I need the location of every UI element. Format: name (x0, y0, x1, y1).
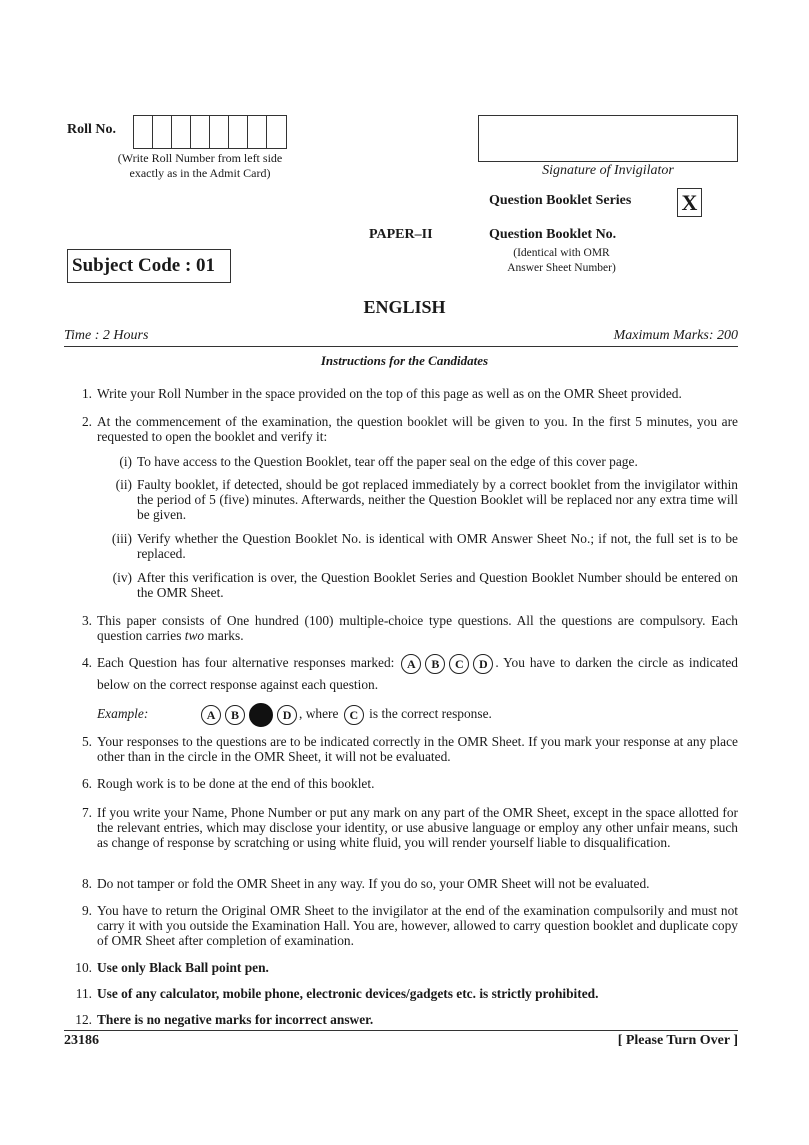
example-bubble-d: D (277, 705, 297, 725)
item-number: 7. (81, 805, 92, 820)
instruction-item (64, 613, 738, 643)
booklet-number-note (489, 246, 634, 276)
sub-item-text: To have access to the Question Booklet, tear off the paper seal on the edge of this cover page. (137, 454, 638, 469)
booklet-series-value: X (677, 188, 702, 217)
instruction-item (64, 986, 738, 1001)
booklet-series-label: Question Booklet Series (489, 193, 632, 208)
item-text: Your responses to the questions are to be indicated correctly in the OMR Sheet. If you mark your response at any place other than in the circle in the OMR Sheet, it will not be evaluated. (97, 734, 738, 764)
item-text-part: marks. (204, 628, 244, 643)
roll-number-cell[interactable] (134, 116, 153, 148)
option-bubble-b: B (425, 654, 445, 674)
roll-number-cell[interactable] (229, 116, 248, 148)
sub-item-number: (i) (119, 454, 132, 469)
roll-number-cell[interactable] (172, 116, 191, 148)
time-label: Time : 2 Hours (64, 328, 149, 343)
instruction-item (64, 876, 738, 891)
booklet-note-line-2: Answer Sheet Number) (507, 262, 616, 274)
example-bubble-filled (249, 703, 273, 727)
option-bubble-c: C (449, 654, 469, 674)
sub-instruction-item (98, 454, 738, 469)
roll-number-cell[interactable] (191, 116, 210, 148)
item-number: 8. (81, 876, 92, 891)
roll-number-note (100, 151, 300, 181)
roll-number-cell[interactable] (153, 116, 172, 148)
item-text: Use only Black Ball point pen. (97, 960, 269, 975)
option-bubble-a: A (401, 654, 421, 674)
booklet-note-line-1: (Identical with OMR (513, 247, 610, 259)
divider (64, 1030, 738, 1031)
roll-number-label: Roll No. (67, 122, 116, 137)
sub-item-number: (ii) (115, 477, 132, 492)
divider (64, 346, 738, 347)
example-where: , where (299, 706, 339, 721)
invigilator-signature-label: Signature of Invigilator (542, 163, 674, 178)
instructions-heading: Instructions for the Candidates (320, 353, 489, 368)
item-number: 5. (81, 734, 92, 749)
paper-label: PAPER–II (369, 227, 433, 242)
sub-item-number: (iv) (112, 570, 132, 585)
booklet-number-label: Question Booklet No. (489, 227, 617, 242)
item-number: 6. (81, 776, 92, 791)
item-text (97, 652, 738, 696)
sub-instruction-item (98, 570, 738, 600)
item-text-part: This paper consists of One hundred (100) multiple-choice type questions. All the questions are compulsory. Each question carries (97, 613, 738, 643)
item-text: At the commencement of the examination, the question booklet will be given to you. In the first 5 minutes, you are requested to open the booklet and verify it: (97, 414, 738, 444)
roll-number-cell[interactable] (267, 116, 286, 148)
instruction-item (64, 805, 738, 850)
item-text: Write your Roll Number in the space provided on the top of this page as well as on the OMR Sheet provided. (97, 386, 682, 401)
sub-instruction-item (98, 531, 738, 561)
item-number: 3. (81, 613, 92, 628)
example-bubble-a: A (201, 705, 221, 725)
item-text-part: Each Question has four alternative responses marked: (97, 655, 395, 670)
option-bubble-d: D (473, 654, 493, 674)
roll-number-boxes[interactable] (133, 115, 287, 149)
item-text: Rough work is to be done at the end of this booklet. (97, 776, 375, 791)
item-number: 11. (75, 986, 92, 1001)
item-text-part: . You have to darken the circle as indicated below on the correct response against each question. (97, 655, 738, 692)
sub-item-text: Verify whether the Question Booklet No. is identical with OMR Answer Sheet No.; if not, the full set is to be replaced. (137, 531, 738, 561)
example-suffix: is the correct response. (369, 706, 492, 721)
subject-code-box: Subject Code : 01 (67, 249, 231, 283)
item-number: 2. (81, 414, 92, 429)
item-text: There is no negative marks for incorrect answer. (97, 1012, 374, 1027)
booklet-code: 23186 (64, 1033, 99, 1048)
instruction-item (64, 903, 738, 948)
roll-note-line-1: (Write Roll Number from left side (117, 151, 283, 165)
instruction-item (64, 960, 738, 975)
item-text (97, 613, 738, 643)
roll-number-cell[interactable] (210, 116, 229, 148)
roll-note-line-2: exactly as in the Admit Card) (129, 166, 271, 180)
instruction-item (64, 386, 738, 401)
sub-instruction-item (98, 477, 738, 522)
example-row (97, 702, 492, 727)
sub-item-text: After this verification is over, the Question Booklet Series and Question Booklet Number should be entered on the OMR Sheet. (137, 570, 738, 600)
item-text-emphasis: two (184, 628, 205, 643)
item-number: 10. (75, 960, 92, 975)
please-turn-over: [ Please Turn Over ] (617, 1033, 738, 1048)
subject-title: ENGLISH (363, 297, 446, 317)
instruction-item (64, 1012, 738, 1027)
invigilator-signature-box (478, 115, 738, 162)
item-text: Use of any calculator, mobile phone, electronic devices/gadgets etc. is strictly prohibited. (97, 986, 599, 1001)
item-text: If you write your Name, Phone Number or put any mark on any part of the OMR Sheet, except in the space allotted for the relevant entries, which may disclose your identity, or use abusive language or employ any other unfair means, such as change of response by scratching or using white fluid, you will render yourself liable to disqualification. (97, 805, 738, 850)
sub-item-text: Faulty booklet, if detected, should be got replaced immediately by a correct booklet from the invigilator within the period of 5 (five) minutes. Afterwards, neither the Question Booklet will be replaced nor any extra time will be given. (137, 477, 738, 522)
example-correct-bubble: C (344, 705, 364, 725)
item-number: 1. (81, 386, 92, 401)
item-number: 4. (81, 655, 92, 670)
instruction-item (64, 734, 738, 764)
max-marks-label: Maximum Marks: 200 (613, 328, 738, 343)
item-number: 9. (81, 903, 92, 918)
instruction-item (64, 414, 738, 444)
instruction-item (64, 652, 738, 696)
item-text: Do not tamper or fold the OMR Sheet in any way. If you do so, your OMR Sheet will not be evaluated. (97, 876, 650, 891)
item-text: You have to return the Original OMR Sheet to the invigilator at the end of the examination compulsorily and must not carry it with you outside the Examination Hall. You are, however, allowed to carry question booklet and duplicate copy of OMR Sheet after completion of examination. (97, 903, 738, 948)
sub-item-number: (iii) (111, 531, 132, 546)
instruction-item (64, 776, 738, 791)
example-label: Example: (97, 706, 149, 721)
roll-number-cell[interactable] (248, 116, 267, 148)
example-bubble-b: B (225, 705, 245, 725)
item-number: 12. (75, 1012, 92, 1027)
